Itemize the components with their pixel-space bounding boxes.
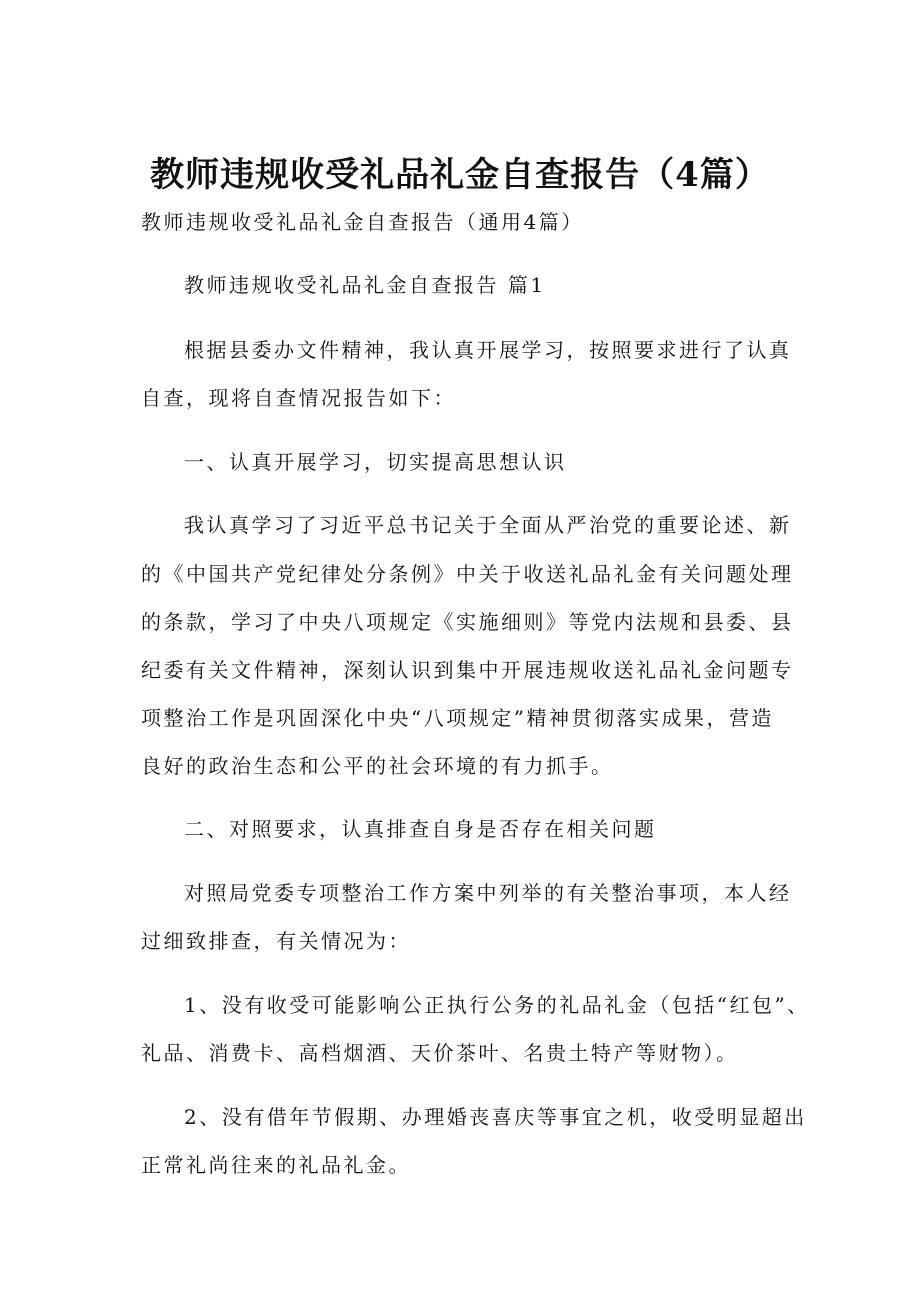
- section-heading-part1: 教师违规收受礼品礼金自查报告 篇1: [184, 273, 546, 297]
- section-heading-two: 二、对照要求，认真排查自身是否存在相关问题: [184, 817, 657, 841]
- paragraph-line: 项整治工作是巩固深化中央“八项规定”精神贯彻落实成果，营造: [141, 706, 774, 730]
- paragraph-line: 的《中国共产党纪律处分条例》中关于收送礼品礼金有关问题处理: [141, 562, 794, 586]
- list-item-line: 正常礼尚往来的礼品礼金。: [141, 1153, 411, 1177]
- list-item-line: 1、没有收受可能影响公正执行公务的礼品礼金（包括“红包”、: [184, 993, 810, 1017]
- document-title: 教师违规收受礼品礼金自查报告（4篇）: [150, 155, 770, 195]
- section-heading-one: 一、认真开展学习，切实提高思想认识: [184, 450, 567, 474]
- paragraph-line: 我认真学习了习近平总书记关于全面从严治党的重要论述、新: [184, 513, 792, 537]
- paragraph-line: 自查，现将自查情况报告如下：: [141, 386, 456, 410]
- paragraph-line: 纪委有关文件精神，深刻认识到集中开展违规收送礼品礼金问题专: [141, 658, 794, 682]
- paragraph-line: 对照局党委专项整治工作方案中列举的有关整治事项，本人经: [184, 881, 792, 905]
- list-item-line: 礼品、消费卡、高档烟酒、天价茶叶、名贵土特产等财物）。: [141, 1041, 739, 1065]
- document-subtitle: 教师违规收受礼品礼金自查报告（通用4篇）: [141, 210, 584, 234]
- list-item-line: 2、没有借年节假期、办理婚丧喜庆等事宜之机，收受明显超出: [184, 1105, 807, 1129]
- paragraph-line: 的条款，学习了中央八项规定《实施细则》等党内法规和县委、县: [141, 610, 794, 634]
- paragraph-line: 根据县委办文件精神，我认真开展学习，按照要求进行了认真: [184, 338, 792, 362]
- paragraph-line: 良好的政治生态和公平的社会环境的有力抓手。: [141, 754, 614, 778]
- paragraph-line: 过细致排查，有关情况为：: [141, 929, 411, 953]
